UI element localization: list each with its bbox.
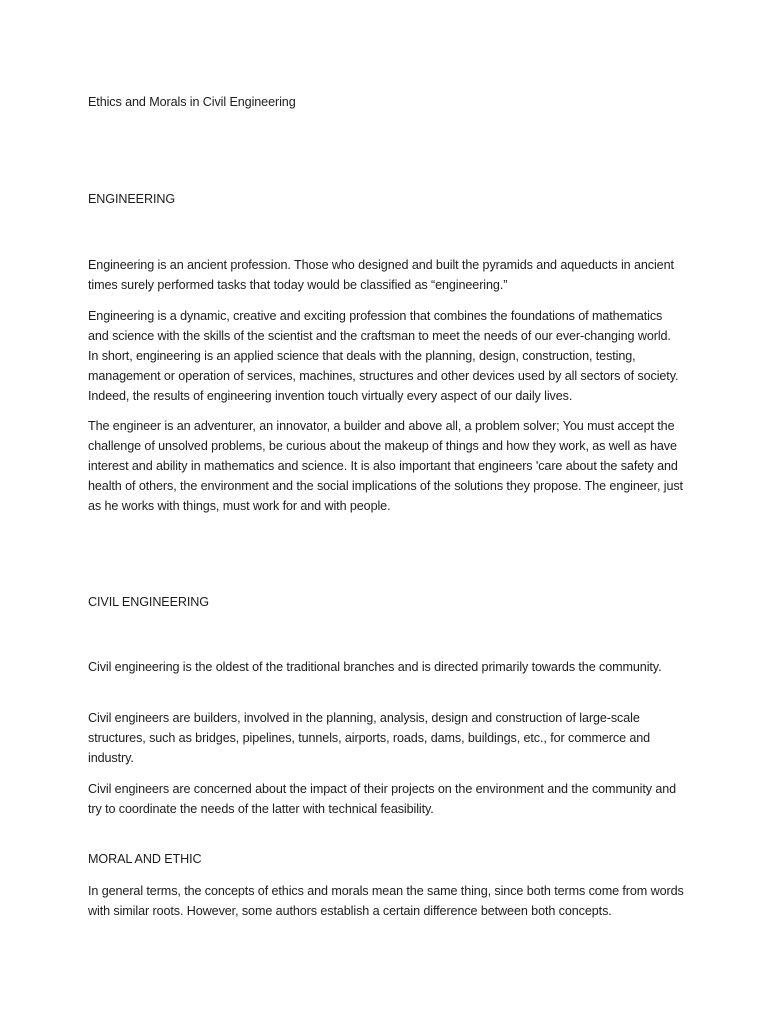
paragraph: The engineer is an adventurer, an innovator, a builder and above all, a problem solver; You must accept the challenge of unsolved problems, be curious about the makeup of things and how they work, as well as have interest and ability in mathematics and science. It is also important that engineers 'care about the safety and health of others, the environment and the social implications of the solutions they propose. The engineer, just as he works with things, must work for and with people. <box>88 419 683 513</box>
paragraph: Engineering is an ancient profession. Those who designed and built the pyramids and aqueducts in ancient times surely performed tasks that today would be classified as “engineering.” <box>88 258 674 292</box>
section-heading-engineering: ENGINEERING <box>88 192 176 206</box>
section-heading-civil-engineering: CIVIL ENGINEERING <box>88 595 209 609</box>
paragraph: Engineering is a dynamic, creative and exciting profession that combines the foundations of mathematics and science with the skills of the scientist and the craftsman to meet the needs of our ever-changing world. In short, engineering is an applied science that deals with the planning, design, construction, testing, management or operation of services, machines, structures and other devices used by all sectors of society. Indeed, the results of engineering invention touch virtually every aspect of our daily lives. <box>88 309 679 403</box>
section-heading-moral-and-ethic: MORAL AND ETHIC <box>88 852 202 866</box>
document-title: Ethics and Morals in Civil Engineering <box>88 95 296 109</box>
paragraph: Civil engineers are builders, involved in the planning, analysis, design and construction of large-scale structures, such as bridges, pipelines, tunnels, airports, roads, dams, buildings, etc., for commerce and industry. <box>88 711 651 765</box>
paragraph: Civil engineering is the oldest of the traditional branches and is directed primarily towards the community. <box>88 660 662 674</box>
paragraph: In general terms, the concepts of ethics and morals mean the same thing, since both terms come from words with similar roots. However, some authors establish a certain difference between both concepts. <box>88 884 684 918</box>
paragraph: Civil engineers are concerned about the impact of their projects on the environment and the community and try to coordinate the needs of the latter with technical feasibility. <box>88 782 677 816</box>
